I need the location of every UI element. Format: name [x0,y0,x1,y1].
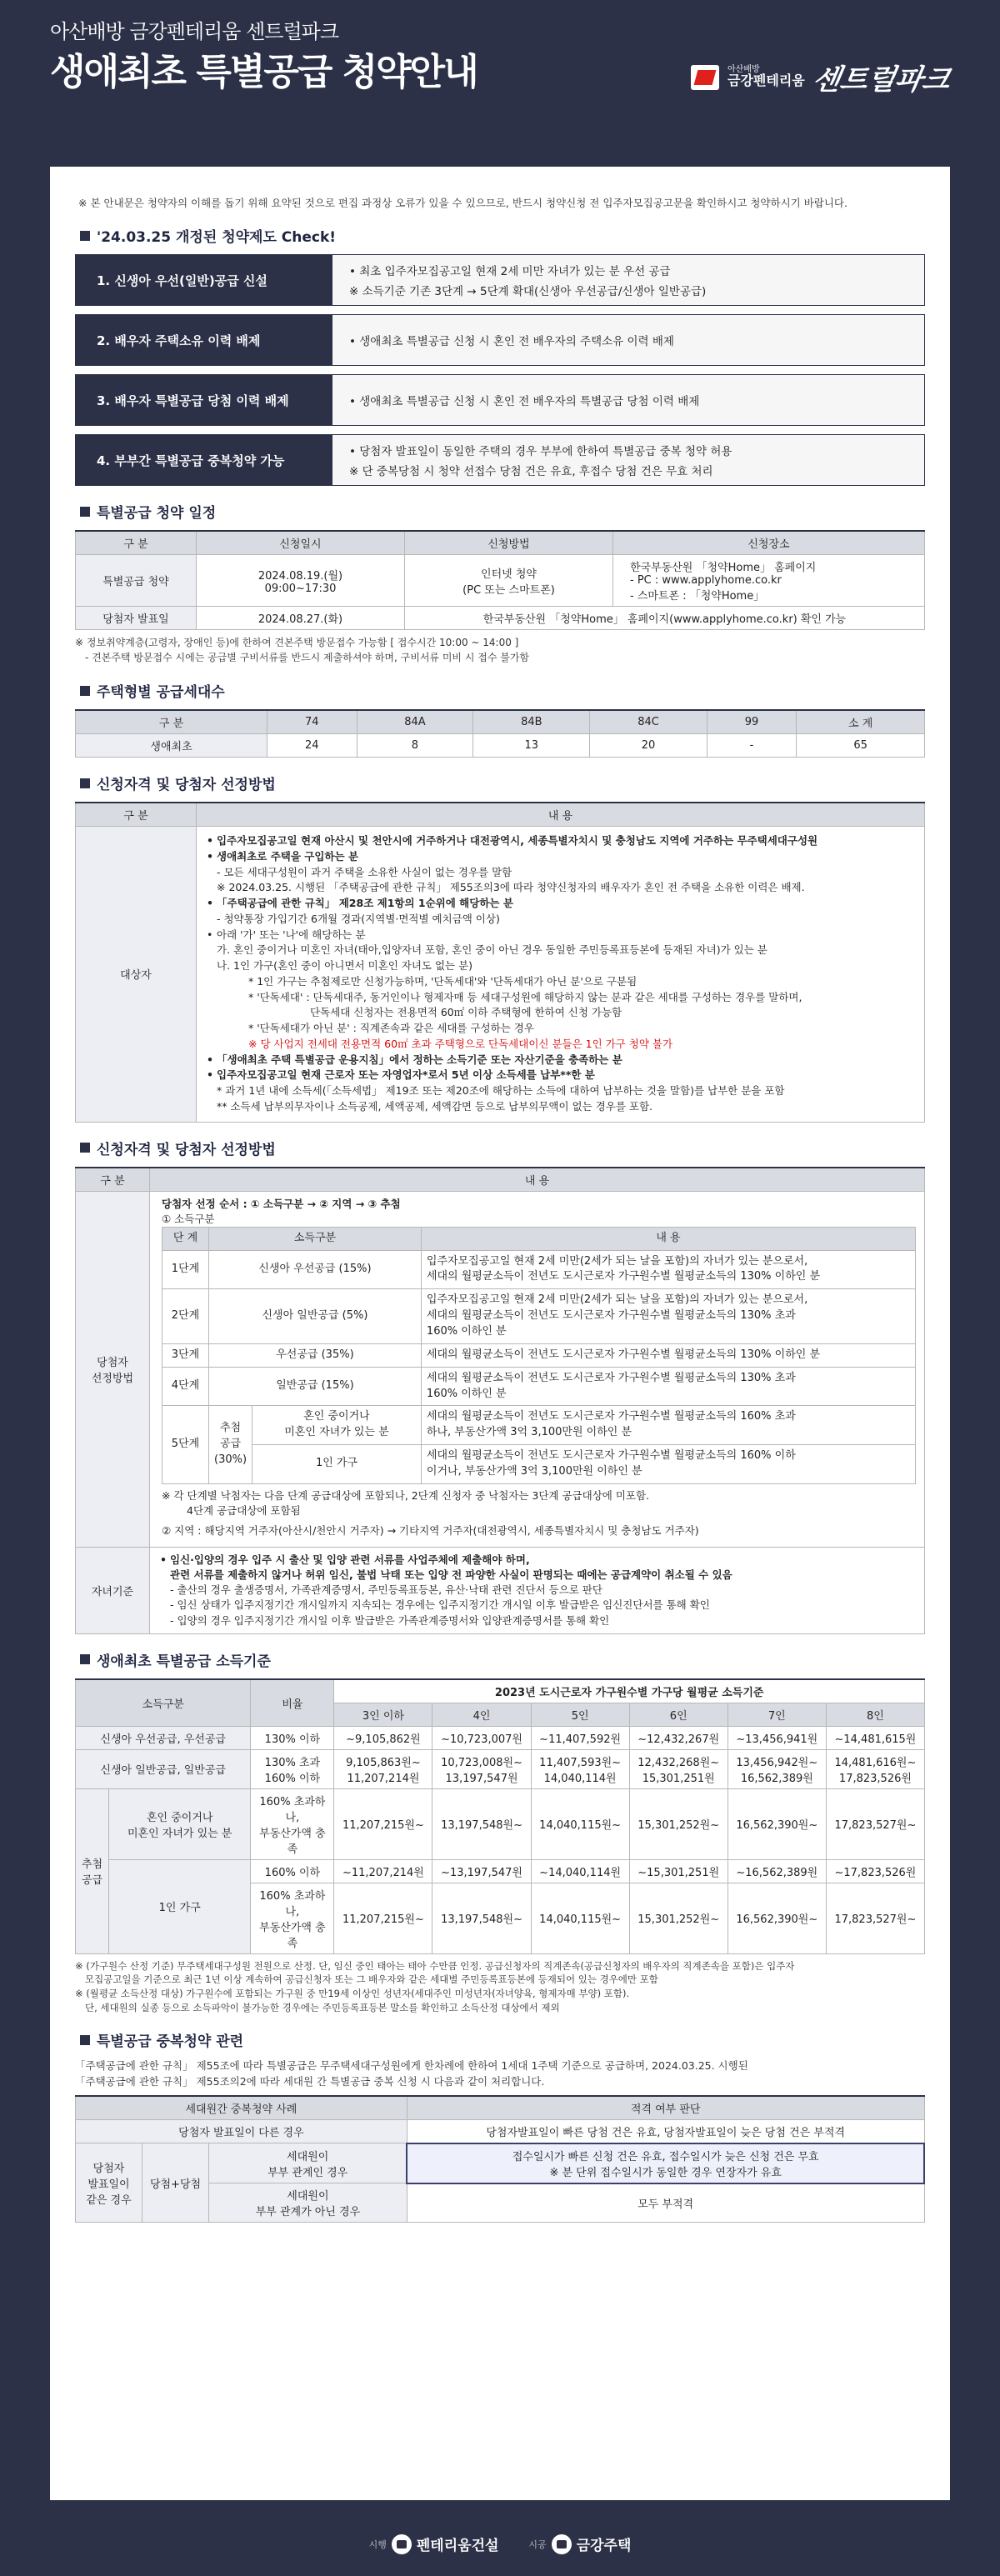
table-header: 내 용 [150,1168,925,1192]
val: 10,723,008원~ [441,1756,522,1769]
desc-line: 입주자모집공고일 현재 2세 미만(2세가 되는 날을 포함)의 자녀가 있는 분으로서, [426,1254,808,1268]
ratio-line: 130% 초과 [264,1756,321,1769]
square-icon [80,507,90,517]
list-subitem: - 입양의 경우 입주지정기간 개시일 이후 발급받은 가족관계증명서와 입양관계증명서를 통해 확인 [170,1613,610,1627]
cell-line: ※ 분 단위 접수일시가 동일한 경우 연장자가 유효 [549,2166,782,2179]
section-title-text: 주택형별 공급세대수 [97,684,225,701]
table-row [162,1445,916,1484]
footer-company-name: 펜테리움건설 [416,2538,499,2554]
val: 14,040,114원 [543,1772,617,1785]
desc-line: 세대의 월평균소득이 전년도 도시근로자 가구원수별 월평균소득의 160% 초과 [426,1410,796,1423]
table-header: 소득구분 [209,1227,422,1250]
lottery-line: 공급 [81,1874,103,1888]
kind-line: 혼인 중이거나 [303,1410,370,1423]
lottery-label [209,1406,252,1483]
list-item: • 입주자모집공고일 현재 근로자 또는 자영업자*로서 5년 이상 소득세를 납부**한 분 [207,1068,914,1083]
stage: 5단계 [162,1406,209,1483]
ratio [251,1749,334,1788]
income-title: ① 소득구분 [162,1212,215,1225]
label-line: 당첨자 [92,2162,125,2175]
val: 9,105,863원~ [346,1756,421,1769]
stage: 1단계 [162,1250,209,1289]
kind [252,1406,422,1445]
desc-line: 세대의 월평균소득이 전년도 도시근로자 가구원수별 월평균소득의 130% 초과 [426,1309,796,1323]
cell [407,2143,924,2183]
square-icon [80,231,90,241]
stage: 3단계 [162,1343,209,1367]
row-label [76,1191,150,1548]
table-header: 세대원간 중복청약 사례 [76,2096,408,2120]
square-icon [80,686,90,696]
desc-line: 이거나, 부동산가액 3억 3,100만원 이하인 분 [426,1464,642,1478]
check-label: 1. 신생아 우선(일반)공급 신설 [75,254,332,306]
table-row [76,555,925,607]
row-label [209,2183,408,2223]
table-header: 단 계 [162,1227,209,1250]
desc-line: 세대의 월평균소득이 전년도 도시근로자 가구원수별 월평균소득의 160% 이하 [426,1449,796,1463]
selection-table [75,1167,925,1634]
table-header: 3인 이하 [334,1703,432,1726]
section-title-text: '24.03.25 개정된 청약제도 Check! [97,229,337,246]
table-header: 구 분 [76,710,268,734]
schedule-place [613,555,925,607]
ratio-line: 160% 초과하나, [259,1795,326,1824]
label-line: 선정방법 [91,1372,134,1385]
list-subitem: - 청약통장 가입기간 6개월 경과(지역별·면적별 예치금액 이상) [217,912,500,925]
table-row [76,1788,925,1859]
footer-company-name: 금강주택 [576,2538,632,2554]
ratio: 130% 이하 [251,1726,334,1749]
cell: ~16,562,389원 [728,1859,826,1883]
cell: 15,301,252원~ [629,1883,728,1953]
time: 09:00~17:30 [264,582,337,595]
val: 11,407,593원~ [539,1756,622,1769]
cell [334,1749,432,1788]
lottery-line: 공급 [219,1438,242,1451]
table-header: 84C [590,710,708,734]
cell: 8 [357,734,473,758]
row-label [209,2143,408,2183]
stage: 2단계 [162,1289,209,1344]
table-header: 소 계 [797,710,925,734]
section-title-selection [80,1138,925,1158]
kind: 1인 가구 [252,1445,422,1484]
cell-line: 접수일시가 빠른 신청 건은 유효, 접수일시가 늦은 신청 건은 무효 [512,2150,819,2163]
section-title-supply [80,680,925,701]
table-header: 7인 [728,1703,826,1726]
list-subitem: ** 소득세 납부의무자이나 소득공제, 세액공제, 세액감면 등으로 납부의무액이 없는 경우를 포함. [217,1099,653,1113]
label-line: 부부 관계가 아닌 경우 [255,2206,361,2219]
cell: 11,207,215원~ [334,1883,432,1953]
check-label: 3. 배우자 특별공급 당첨 이력 배제 [75,374,332,426]
desc: 세대의 월평균소득이 전년도 도시근로자 가구원수별 월평균소득의 130% 이하인 분 [421,1343,915,1367]
row-label: 당첨+당첨 [142,2143,209,2223]
list-subitem: ※ 2024.03.25. 시행된 「주택공급에 관한 규칙」 제55조의3에 따라 청약신청자의 배우자가 혼인 전 주택을 소유한 이력은 배제. [217,881,805,894]
company-logo-icon [552,2534,572,2554]
table-header: 구 분 [76,803,197,827]
table-header: 신청방법 [405,531,613,555]
section-title-changes [80,225,925,246]
check-line: • 최초 입주자모집공고일 현재 2세 미만 자녀가 있는 분 우선 공급 [349,265,671,278]
check-line: ※ 소득기준 기존 3단계 → 5단계 확대(신생아 우선공급/신생아 일반공급) [349,285,707,298]
cell: ~12,432,267원 [629,1726,728,1749]
table-row [76,1726,925,1749]
section-title-text: 생애최초 특별공급 소득기준 [97,1653,271,1670]
list-item: • 「생애최초 주택 특별공급 운용지침」에서 정하는 소득기준 또는 자산기준을 충족하는 분 [207,1053,914,1068]
list-item: • 「주택공급에 관한 규칙」 제28조 제1항의 1순위에 해당하는 분 [207,896,914,912]
table-header: 74 [268,710,357,734]
selection-content [150,1191,925,1548]
desc-line: 160% 이하인 분 [426,1324,507,1338]
cell [432,1749,531,1788]
table-header: 신청일시 [197,531,405,555]
list-subitem: - 임신 상태가 입주지정기간 개시일까지 지속되는 경우에는 입주지정기간 개시일 이후 발급받은 임신진단서를 통해 확인 [170,1598,710,1612]
brand-script: 센트럴파크 [809,63,952,97]
list-subitem: 관련 서류를 제출하지 않거나 허위 임신, 불법 낙태 또는 입양 전 파양한 사실이 판명되는 때에는 공급계약이 취소될 수 있음 [170,1568,732,1582]
lottery-line: (30%) [214,1453,248,1466]
label-line: 미혼인 자녀가 있는 분 [127,1827,232,1840]
header-subtitle: 아산배방 금강펜테리움 센트럴파크 [50,20,339,43]
cell: 65 [797,734,925,758]
section-title-eligibility [80,773,925,793]
desc [421,1250,915,1289]
list-subitem: 나. 1인 가구(혼인 중이 아니면서 미혼인 자녀도 없는 분) [217,959,473,972]
note: ※ 정보취약계층(고령자, 장애인 등)에 한하여 견본주택 방문접수 가능함 [ 접수시간 10:00 ~ 14:00 ] [75,637,519,648]
cell: ~10,723,007원 [432,1726,531,1749]
cell: 13 [473,734,590,758]
val: 13,456,942원~ [736,1756,818,1769]
val: 12,432,268원~ [638,1756,720,1769]
supply-table [75,709,925,758]
list-item: • 아래 '가' 또는 '나'에 해당하는 분 [207,928,914,943]
cell: ~11,407,592원 [531,1726,629,1749]
list-subitem: * 과거 1년 내에 소득세(「소득세법」 제19조 또는 제20조에 해당하는 소득에 대하여 납부하는 것을 말함)를 납부한 분을 포함 [217,1084,785,1097]
footer-label: 시행 [368,2538,387,2550]
table-row [162,1289,916,1344]
cell: ~13,456,941원 [728,1726,826,1749]
label-line: 당첨자 [97,1356,128,1369]
stage: 4단계 [162,1367,209,1406]
child-content [150,1548,925,1634]
section-title-income [80,1649,925,1670]
check-content [332,314,925,366]
table-header: 4인 [432,1703,531,1726]
kind-line: 미혼인 자녀가 있는 분 [284,1426,389,1439]
desc-line: 세대의 월평균소득이 전년도 도시근로자 가구원수별 월평균소득의 130% 초과 [426,1371,796,1384]
section-title-schedule [80,501,925,522]
schedule-method [405,555,613,607]
table-row [162,1250,916,1289]
income-notes [75,1959,925,2015]
eligibility-table [75,802,925,1123]
date: 2024.08.27.(화) [197,607,405,630]
list-item: • 생애최초로 주택을 구입하는 분 [207,849,914,865]
method: (PC 또는 스마트폰) [462,583,555,597]
table-header: 99 [707,710,796,734]
cell: 17,823,527원~ [826,1788,924,1859]
desc-line: 160% 이하인 분 [426,1387,507,1400]
check-line: ※ 단 중복당첨 시 청약 선접수 당첨 건은 유효, 후접수 당첨 건은 무효 처리 [349,465,713,478]
note: ※ (가구원수 산정 기준) 무주택세대구성원 전원으로 산정. 단, 임신 중인 태아는 태아 수만큼 인정. 공급신청자의 직계존속(공급신청자의 배우자의 직계존속을 포함)은 입주자 [75,1959,795,1972]
duplicate-table [75,2095,925,2223]
label-line: 혼인 중이거나 [146,1811,213,1824]
selection-order: 당첨자 선정 순서 : ① 소득구분 → ② 지역 → ③ 추첨 [162,1197,401,1210]
val: 13,197,547원 [445,1772,518,1785]
table-header: 소득구분 [76,1679,251,1727]
cell: ~14,481,615원 [826,1726,924,1749]
table-row [76,1191,925,1548]
table-row [76,827,925,1123]
list-subitem: * '단독세대' : 단독세대주, 동거인이나 형제자매 등 세대구성원에 해당하지 않는 분과 같은 세대를 구성하는 경우를 말하며, [248,990,802,1003]
check-row [75,374,925,426]
cell [629,1749,728,1788]
company-logo-icon [392,2534,412,2554]
place: - PC : www.applyhome.co.kr [630,574,782,587]
list-item: • 임신·입양의 경우 입주 시 출산 및 입양 관련 서류를 사업주체에 제출해야 하며, [160,1553,914,1568]
table-row [76,1548,925,1634]
label-line: 같은 경우 [86,2193,132,2207]
lottery-line: 추첨 [81,1858,103,1872]
kind: 신생아 일반공급 (5%) [209,1289,422,1344]
table-header: 84B [473,710,590,734]
selection-region: ② 지역 : 해당지역 거주자(아산시/천안시 거주자) → 기타지역 거주자(대전광역시, 세종특별자치시 및 충청남도 거주자) [162,1523,699,1537]
list-subitem: ※ 당 사업지 전세대 전용면적 60㎡ 초과 주택형으로 단독세대이신 분들은 1인 가구 청약 불가 [248,1037,673,1050]
schedule-date [197,555,405,607]
table-row [76,607,925,630]
row-label: 대상자 [76,827,197,1123]
cell [728,1749,826,1788]
square-icon [80,1654,90,1664]
check-row [75,314,925,366]
table-row [76,1749,925,1788]
table-row [76,734,925,758]
table-header: 내 용 [197,803,925,827]
label-line: 발표일이 [88,2178,130,2191]
place: - 스마트폰 : 「청약Home」 [630,590,765,603]
kind: 일반공급 (15%) [209,1367,422,1406]
table-header: 신청장소 [613,531,925,555]
row-label: 당첨자 발표일이 다른 경우 [76,2119,408,2143]
list-item: • 입주자모집공고일 현재 아산시 및 천안시에 거주하거나 대전광역시, 세종특별자치시 및 충청남도 지역에 거주하는 무주택세대구성원 [207,833,914,849]
cell: - [707,734,796,758]
desc [421,1445,915,1484]
table-header: 8인 [826,1703,924,1726]
cell: 13,197,548원~ [432,1788,531,1859]
desc-line: 세대의 월평균소득이 전년도 도시근로자 가구원수별 월평균소득의 130% 이하인 분 [426,1270,821,1283]
schedule-table [75,530,925,630]
table-header: 84A [357,710,473,734]
check-row [75,434,925,486]
cell: 13,197,548원~ [432,1883,531,1953]
check-content [332,374,925,426]
brand-small: 아산배방 [728,64,760,74]
val: 16,562,389원 [740,1772,813,1785]
note: ※ (월평균 소득산정 대상) 가구원수에 포함되는 가구원 중 만19세 이상인 성년자(세대주인 미성년자(자녀양육, 형제자매 부양) 포함). [75,1988,630,2000]
ratio-line: 160% 초과하나, [259,1889,326,1918]
check-line: • 생애최초 특별공급 신청 시 혼인 전 배우자의 특별공급 당첨 이력 배제 [349,395,700,408]
table-row [162,1343,916,1367]
paragraph: 「주택공급에 관한 규칙」 제55조에 따라 특별공급은 무주택세대구성원에게 한차례에 한하여 1세대 1주택 기준으로 공급하며, 2024.03.25. 시행된 [75,2059,748,2073]
note: 모집공고일을 기준으로 최근 1년 이상 계속하여 공급신청자 또는 그 배우자와 같은 세대별 주민등록표등본에 등재되어 있는 경우에만 포함 [85,1973,658,1986]
cell: 15,301,252원~ [629,1788,728,1859]
cell: ~14,040,114원 [531,1859,629,1883]
section-title-text: 특별공급 중복청약 관련 [97,2033,244,2051]
desc [421,1289,915,1344]
label-line: 세대원이 [287,2190,329,2203]
note: 단, 세대원의 실종 등으로 소득파악이 불가능한 경우에는 주민등록표등본 말소를 확인하고 소득산정 대상에서 제외 [85,2001,560,2013]
section-title-text: 특별공급 청약 일정 [97,505,217,522]
cell: 24 [268,734,357,758]
label-line: 부부 관계인 경우 [268,2166,348,2179]
list-subitem: 가. 혼인 중이거나 미혼인 자녀(태아,입양자녀 포함, 혼인 중이 아닌 경우 동일한 주민등록표등본에 등재된 자녀)가 있는 분 [217,943,768,957]
info: 한국부동산원 「청약Home」 홈페이지(www.applyhome.co.kr) 확인 가능 [405,607,925,630]
lottery-line: 추첨 [219,1422,242,1435]
brand-mark-icon [691,65,719,90]
desc [421,1406,915,1445]
cell: 모두 부적격 [407,2183,924,2223]
square-icon [80,778,90,788]
schedule-notes [75,635,925,665]
check-label: 2. 배우자 주택소유 이력 배제 [75,314,332,366]
table-row [162,1406,916,1445]
desc-line: 하나, 부동산가액 3억 3,100만원 이하인 분 [426,1426,632,1439]
cell: 11,207,215원~ [334,1788,432,1859]
section-title-duplicate [80,2029,925,2050]
row-label: 특별공급 청약 [76,555,197,607]
table-row [76,2143,925,2183]
val: 11,207,214원 [347,1772,420,1785]
ratio-line: 160% 이하 [264,1772,321,1785]
eligibility-content [197,827,925,1123]
stage-table [162,1227,916,1484]
place: 한국부동산원 「청약Home」 홈페이지 [630,562,817,574]
ratio-line: 부동산가액 충족 [259,1921,326,1950]
check-label: 4. 부부간 특별공급 중복청약 가능 [75,434,332,486]
row-label: 신생아 우선공급, 우선공급 [76,1726,251,1749]
cell [826,1749,924,1788]
table-row [76,1859,925,1883]
list-subitem: - 모든 세대구성원이 과거 주택을 소유한 사실이 없는 경우를 말함 [217,865,512,878]
cell: ~11,207,214원 [334,1859,432,1883]
header [0,0,1000,97]
list-subitem: * 1인 가구는 추첨제로만 신청가능하며, '단독세대'와 '단독세대가 아닌 분'으로 구분됨 [248,974,638,988]
kind: 신생아 우선공급 (15%) [209,1250,422,1289]
table-header: 구 분 [76,1168,150,1192]
table-row [162,1367,916,1406]
ratio [251,1883,334,1953]
cell: 14,040,115원~ [531,1788,629,1859]
desc-line: 입주자모집공고일 현재 2세 미만(2세가 되는 날을 포함)의 자녀가 있는 분으로서, [426,1293,808,1307]
table-header: 적격 여부 판단 [407,2096,924,2120]
val: 14,481,616원~ [834,1756,917,1769]
row-label: 신생아 일반공급, 일반공급 [76,1749,251,1788]
square-icon [80,1143,90,1153]
row-label [109,1788,251,1859]
check-line: • 생애최초 특별공급 신청 시 혼인 전 배우자의 주택소유 이력 배제 [349,335,674,348]
kind: 우선공급 (35%) [209,1343,422,1367]
cell: 16,562,390원~ [728,1883,826,1953]
check-row [75,254,925,306]
check-content [332,254,925,306]
cell: 당첨자발표일이 빠른 당첨 건은 유효, 당첨자발표일이 늦은 당첨 건은 부적격 [407,2119,924,2143]
footer-company [369,2533,499,2554]
income-table [75,1678,925,1954]
table-row [76,2119,925,2143]
lottery-label [76,1788,109,1953]
list-subitem: 단독세대 신청자는 전용면적 60㎡ 이하 주택형에 한하여 신청 가능함 [310,1006,622,1019]
cell: ~13,197,547원 [432,1859,531,1883]
square-icon [80,2035,90,2045]
table-header: 6인 [629,1703,728,1726]
cell: ~17,823,526원 [826,1859,924,1883]
cell [531,1749,629,1788]
list-subitem: - 출산의 경우 출생증명서, 가족관계증명서, 주민등록표등본, 유산·낙태 관련 진단서 등으로 판단 [170,1583,602,1597]
check-line: • 당첨자 발표일이 동일한 주택의 경우 부부에 한하여 특별공급 중복 청약 허용 [349,445,732,458]
footer-company [528,2533,631,2554]
check-content [332,434,925,486]
footer-label: 시공 [528,2538,547,2550]
ratio: 160% 이하 [251,1859,334,1883]
section-title-text: 신청자격 및 당첨자 선정방법 [97,777,276,793]
ratio-line: 부동산가액 충족 [259,1827,326,1856]
footer [0,2533,1000,2554]
val: 17,823,526원 [838,1772,912,1785]
cell: 20 [590,734,708,758]
cell: 16,562,390원~ [728,1788,826,1859]
paragraph: 「주택공급에 관한 규칙」 제55조의2에 따라 세대원 간 특별공급 중복 신청 시 다음과 같이 처리합니다. [75,2075,545,2088]
table-header: 5인 [531,1703,629,1726]
selection-note: ※ 각 단계별 낙첨자는 다음 단계 공급대상에 포함되나, 2단계 신청자 중 낙첨자는 3단계 공급대상에 미포함. [162,1488,650,1502]
header-title: 생애최초 특별공급 청약안내 [50,51,478,93]
selection-note: 4단계 공급대상에 포함됨 [187,1503,301,1517]
date: 2024.08.19.(월) [258,569,343,583]
row-label [76,2143,142,2223]
ratio [251,1788,334,1859]
brand-text [728,66,805,88]
brand-logo [691,57,950,98]
cell: ~9,105,862원 [334,1726,432,1749]
table-header: 2023년 도시근로자 가구원수별 가구당 월평균 소득기준 [334,1679,925,1703]
brand-name: 금강펜테리움 [728,73,805,89]
label-line: 세대원이 [287,2150,329,2163]
cell: 14,040,115원~ [531,1883,629,1953]
note: - 견본주택 방문접수 시에는 공급별 구비서류를 반드시 제출하셔야 하며, 구비서류 미비 시 접수 불가함 [85,652,530,663]
duplicate-intro [75,2058,925,2090]
row-label: 당첨자 발표일 [76,607,197,630]
list-subitem: * '단독세대가 아닌 분' : 직계존속과 같은 세대를 구성하는 경우 [248,1022,534,1034]
section-title-text: 신청자격 및 당첨자 선정방법 [97,1141,276,1158]
row-label: 자녀기준 [76,1548,150,1634]
table-header: 비율 [251,1679,334,1727]
cell: ~15,301,251원 [629,1859,728,1883]
notice: ※ 본 안내문은 청약자의 이해를 돕기 위해 요약된 것으로 편집 과정상 오류가 있을 수 있으므로, 반드시 청약신청 전 입주자모집공고문을 확인하시고 청약하시기 바랍니다. [78,197,848,209]
content-card [50,167,950,2500]
table-header: 내 용 [421,1227,915,1250]
row-label: 1인 가구 [109,1859,251,1953]
desc [421,1367,915,1406]
method: 인터넷 청약 [481,568,537,581]
cell: 17,823,527원~ [826,1883,924,1953]
val: 15,301,251원 [642,1772,715,1785]
table-header: 구 분 [76,531,197,555]
row-label: 생애최초 [76,734,268,758]
